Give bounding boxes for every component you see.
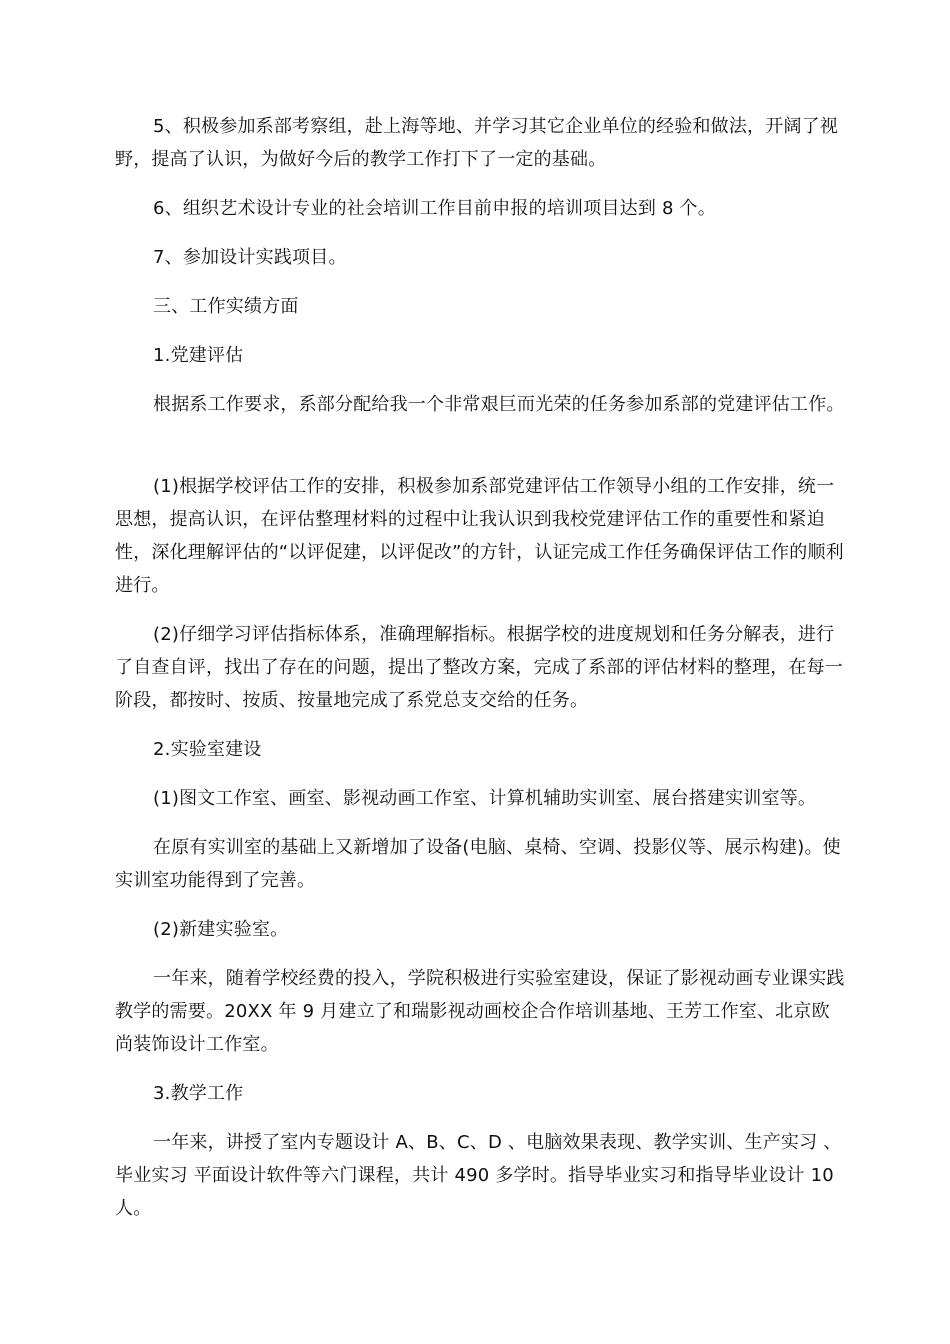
subheading-teaching-work: 3.教学工作 [153,1083,244,1104]
paragraph-party-evaluation-2: (2)仔细学习评估指标体系，准确理解指标。根据学校的进度规划和任务分解表，进行了自查自评，找出了存在的问题，提出了整改方案，完成了系部的评估材料的整理，在每一阶段，都按时、按质、按量地完成了系党总支交给的任务。 [115,624,843,711]
paragraph-item-6: 6、组织艺术设计专业的社会培训工作目前申报的培训项目达到 8 个。 [153,198,716,219]
section-heading-3: 三、工作实绩方面 [153,296,299,317]
paragraph-item-5: 5、积极参加系部考察组，赴上海等地、并学习其它企业单位的经验和做法，开阔了视野，提高了认识，为做好今后的教学工作打下了一定的基础。 [115,116,839,170]
paragraph-lab-construction-1: (1)图文工作室、画室、影视动画工作室、计算机辅助实训室、展台搭建实训室等。 [153,788,817,809]
paragraph-lab-equipment: 在原有实训室的基础上又新增加了设备(电脑、桌椅、空调、投影仪等、展示构建)。使实训室功能得到了完善。 [115,837,841,891]
paragraph-teaching-work: 一年来，讲授了室内专题设计 A、B、C、D 、电脑效果表现、教学实训、生产实习 、毕业实习 平面设计软件等六门课程，共计 490 多学时。指导毕业实习和指导毕业设计 10 人。 [115,1132,842,1219]
subheading-party-evaluation: 1.党建评估 [153,345,244,366]
paragraph-item-7: 7、参加设计实践项目。 [153,247,347,268]
paragraph-lab-development: 一年来，随着学校经费的投入，学院积极进行实验室建设，保证了影视动画专业课实践教学的需要。20XX 年 9 月建立了和瑞影视动画校企合作培训基地、王芳工作室、北京欧尚装饰设计工作室。 [115,968,845,1055]
paragraph-lab-construction-2: (2)新建实验室。 [153,919,289,940]
subheading-lab-construction: 2.实验室建设 [153,739,262,760]
paragraph-party-evaluation-intro: 根据系工作要求，系部分配给我一个非常艰巨而光荣的任务参加系部的党建评估工作。 [153,394,845,415]
paragraph-party-evaluation-1: (1)根据学校评估工作的安排，积极参加系部党建评估工作领导小组的工作安排，统一思想，提高认识，在评估整理材料的过程中让我认识到我校党建评估工作的重要性和紧迫性，深化理解评估的“以评促建，以评促改”的方针，认证完成工作任务确保评估工作的顺利进行。 [115,476,844,596]
